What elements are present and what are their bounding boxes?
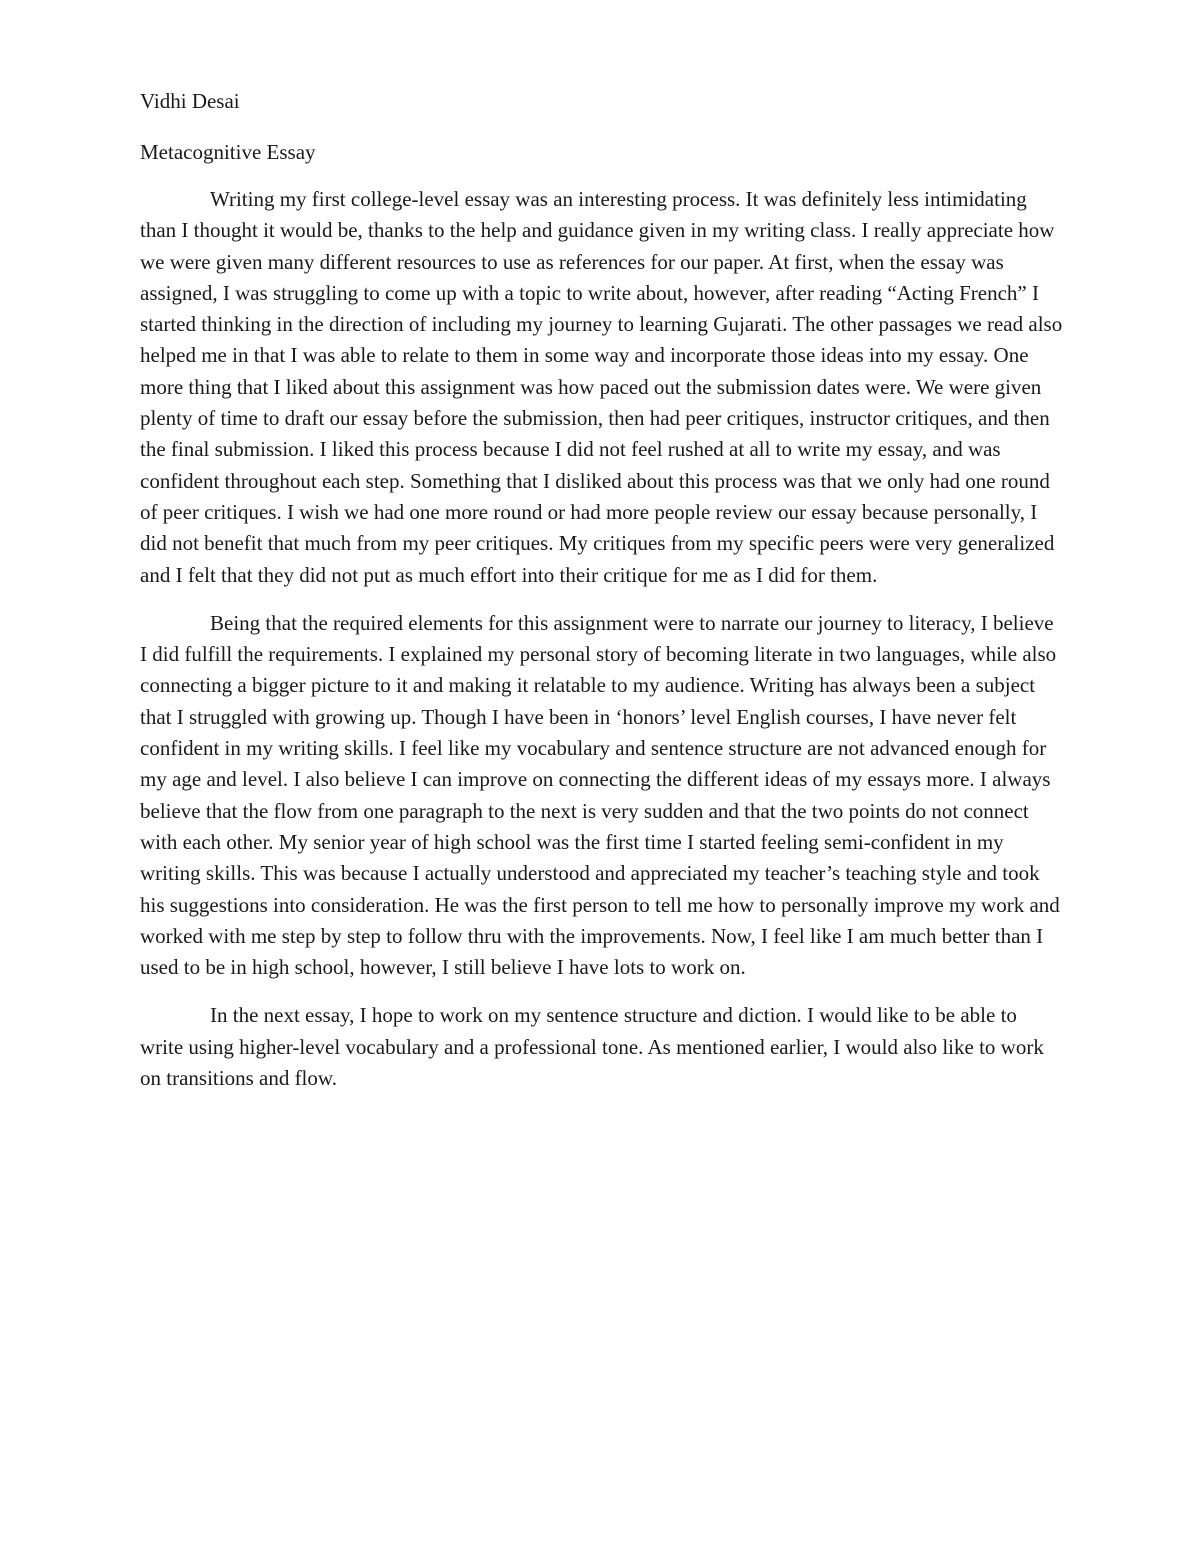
paragraph-3: In the next essay, I hope to work on my sentence structure and diction. I would like to be able to write using higher-level vocabulary and a professional tone. As mentioned earlier, I would also like to work on transitions and flow. (140, 1003, 1044, 1091)
paragraph-1: Writing my first college-level essay was an interesting process. It was definitely less intimidating than I thought it would be, thanks to the help and guidance given in my writing class. I really appreciate how we were given many different resources to use as references for our paper. At first, when the essay was assigned, I was struggling to come up with a topic to write about, however, after reading “Acting French” I started thinking in the direction of including my journey to learning Gujarati. The other passages we read also helped me in that I was able to relate to them in some way and incorporate those ideas into my essay. One more thing that I liked about this assignment was how paced out the submission dates were. We were given plenty of time to draft our essay before the submission, then had peer critiques, instructor critiques, and then the final submission. I liked this process because I did not feel rushed at all to write my essay, and was confident throughout each step. Something that I disliked about this process was that we only had one round of peer critiques. I wish we had one more round or had more people review our essay because personally, I did not benefit that much from my peer critiques. My critiques from my specific peers were very generalized and I felt that they did not put as much effort into their critique for me as I did for them. (140, 187, 1063, 587)
paragraph-2: Being that the required elements for this assignment were to narrate our journey to literacy, I believe I did fulfill the requirements. I explained my personal story of becoming literate in two languages, while also connecting a bigger picture to it and making it relatable to my audience. Writing has always been a subject that I struggled with growing up. Though I have been in ‘honors’ level English courses, I have never felt confident in my writing skills. I feel like my vocabulary and sentence structure are not advanced enough for my age and level. I also believe I can improve on connecting the different ideas of my essays more. I always believe that the flow from one paragraph to the next is very sudden and that the two points do not connect with each other. My senior year of high school was the first time I started feeling semi-confident in my writing skills. This was because I actually understood and appreciated my teacher’s teaching style and took his suggestions into consideration. He was the first person to tell me how to personally improve my work and worked with me step by step to follow thru with the improvements. Now, I feel like I am much better than I used to be in high school, however, I still believe I have lots to work on. (140, 610, 1060, 980)
document-title: Metacognitive Essay (140, 140, 316, 164)
essay-body (140, 184, 1065, 1111)
author-name: Vidhi Desai (140, 89, 240, 113)
